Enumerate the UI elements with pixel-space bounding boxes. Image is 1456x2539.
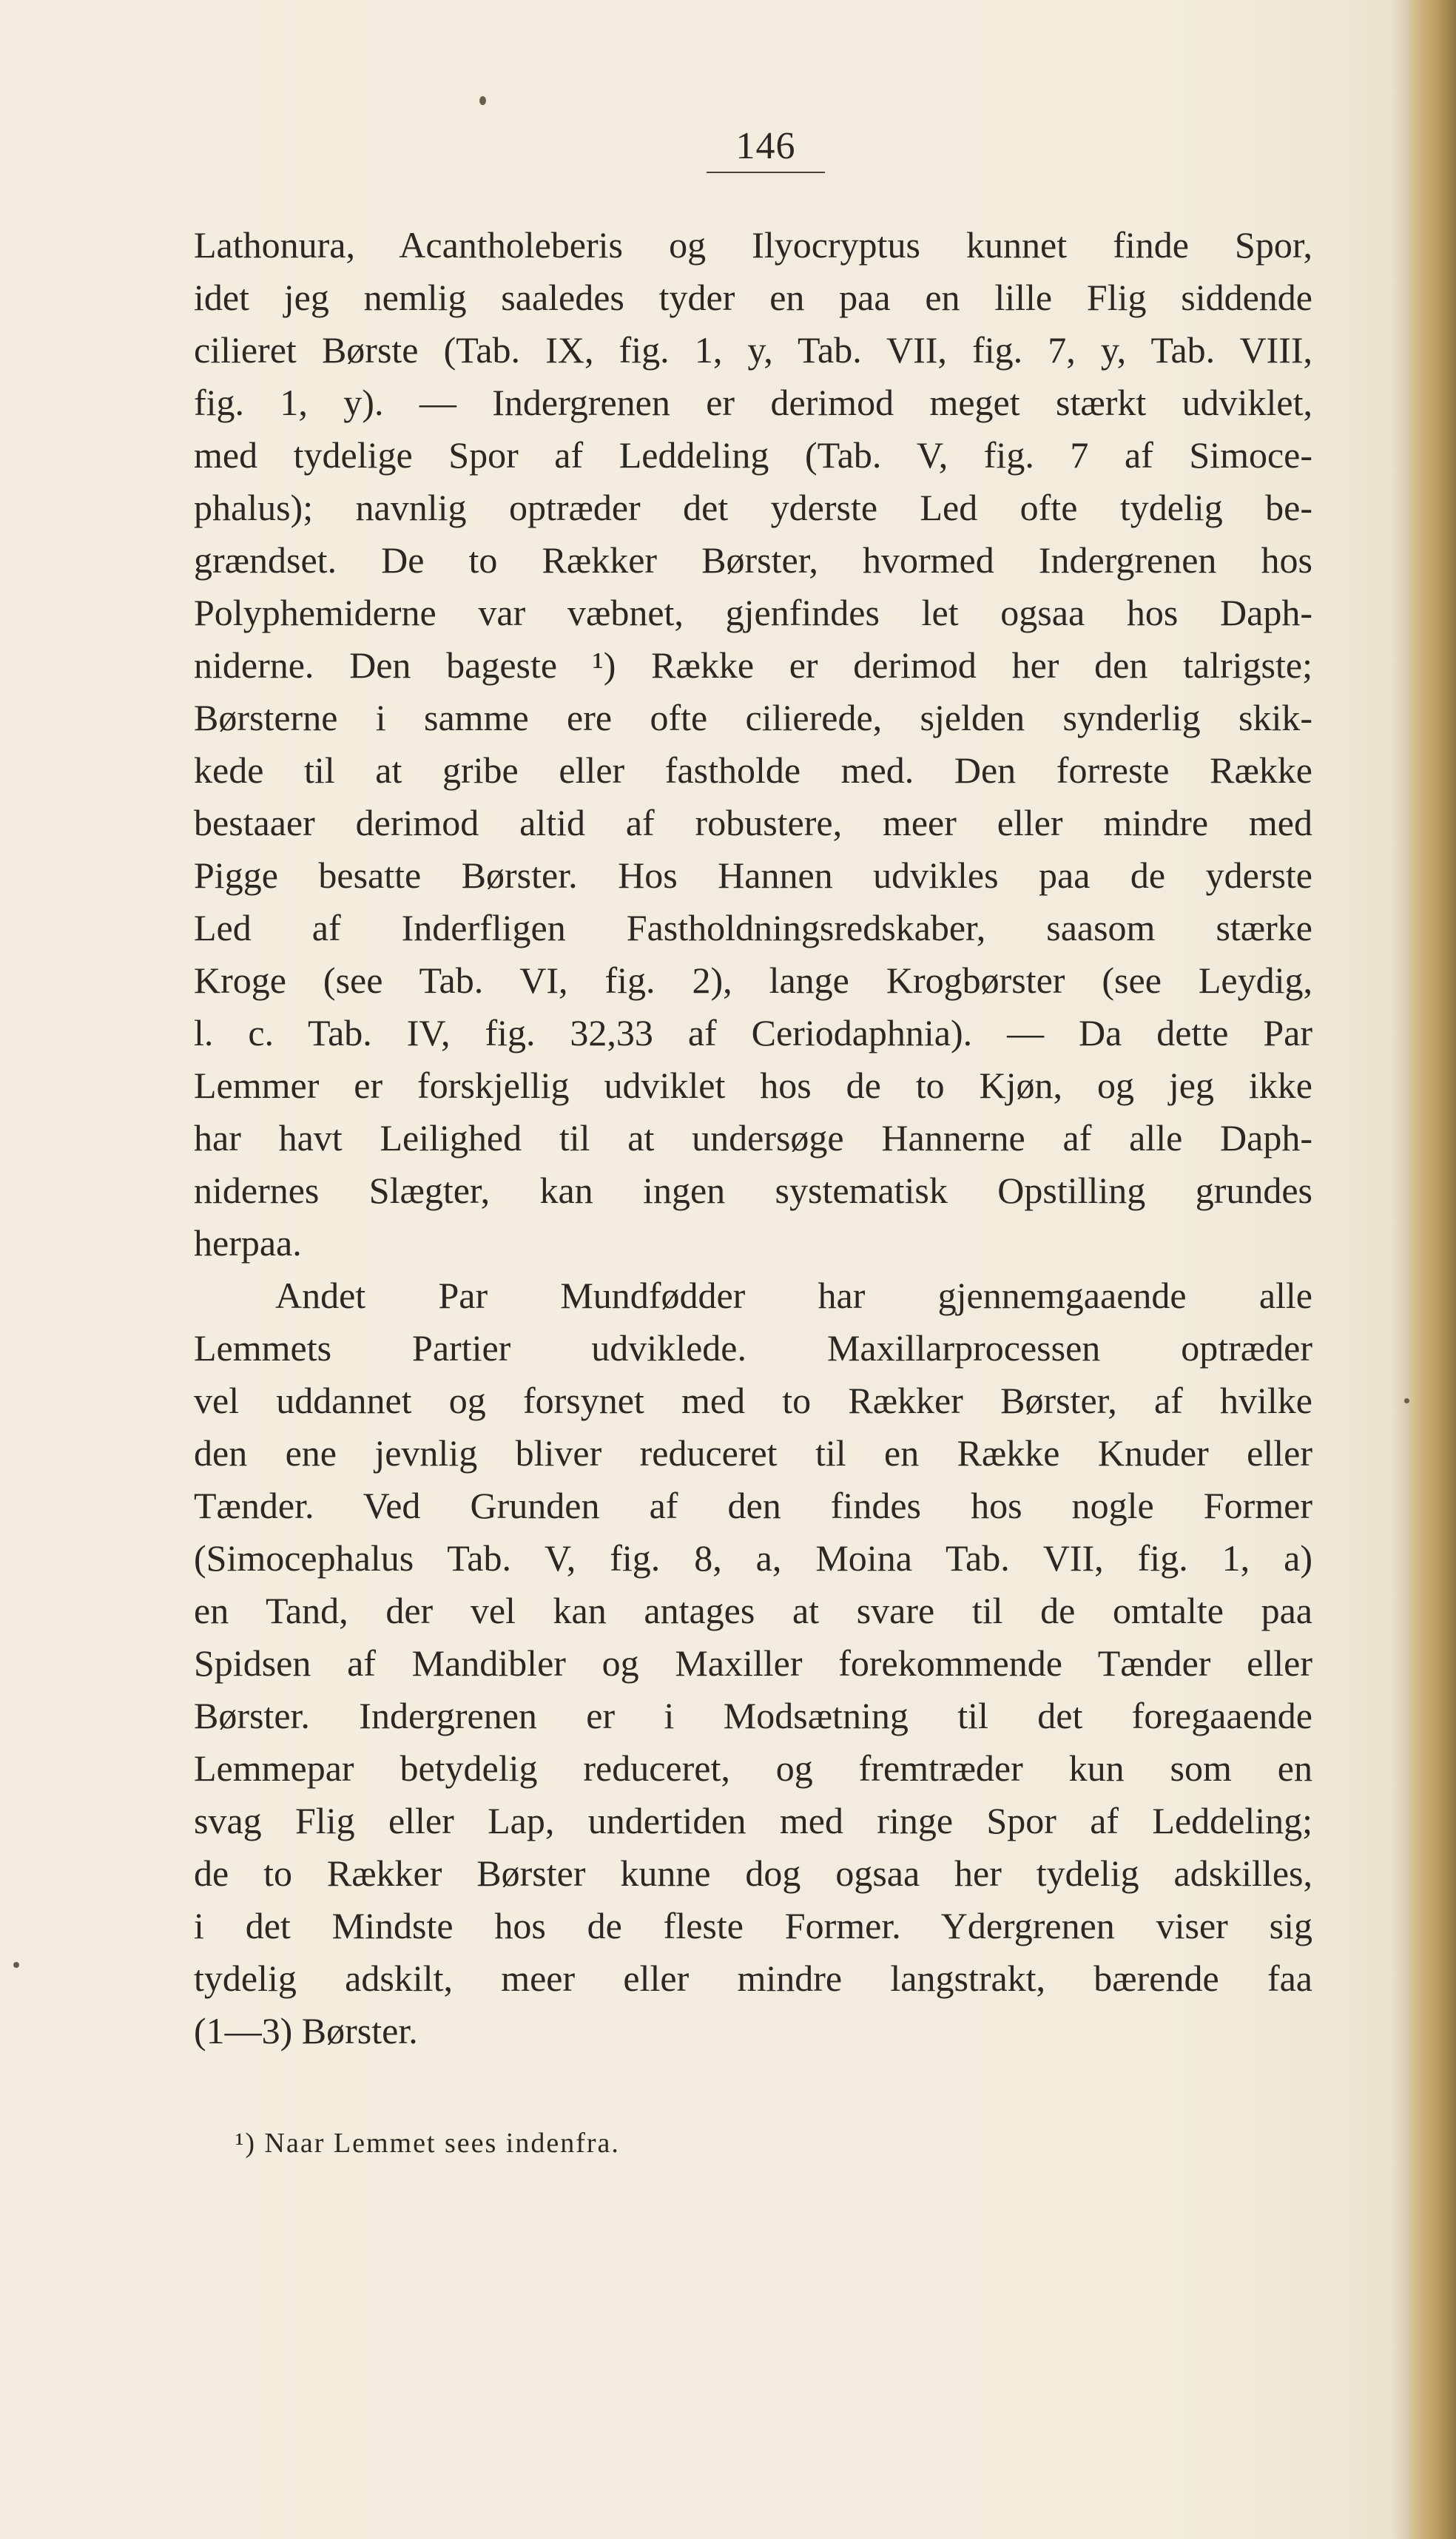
text-line: herpaa. [194, 1222, 302, 1264]
text-line: phalus); navnlig optræder det yderste Led ofte tydelig be- [194, 487, 1312, 528]
page-number: 146 [735, 125, 796, 167]
text-line: bestaaer derimod altid af robustere, meer eller mindre med [194, 802, 1312, 843]
text-line: den ene jevnlig bliver reduceret til en Række Knuder eller [194, 1432, 1312, 1474]
text-line: fig. 1, y). — Indergrenen er derimod meget stærkt udviklet, [194, 382, 1312, 423]
text-line: Andet Par Mundfødder har gjennemgaaende alle [275, 1275, 1312, 1316]
book-fore-edge [1409, 0, 1456, 2539]
text-line: (Simocephalus Tab. V, fig. 8, a, Moina Tab. VII, fig. 1, a) [194, 1537, 1312, 1579]
text-line: nidernes Slægter, kan ingen systematisk Opstilling grundes [194, 1170, 1312, 1211]
text-line: Pigge besatte Børster. Hos Hannen udvikles paa de yderste [194, 854, 1312, 896]
page-number-underline [707, 172, 825, 173]
ink-spot [479, 96, 486, 105]
text-line: Børsterne i samme ere ofte cilierede, sjelden synderlig skik- [194, 697, 1312, 738]
text-line: har havt Leilighed til at undersøge Hannerne af alle Daph- [194, 1117, 1312, 1159]
text-line: l. c. Tab. IV, fig. 32,33 af Ceriodaphnia). — Da dette Par [194, 1012, 1312, 1053]
text-line: kede til at gribe eller fastholde med. Den forreste Række [194, 749, 1312, 791]
text-line: Led af Inderfligen Fastholdningsredskaber, saasom stærke [194, 907, 1312, 948]
ink-spot [1404, 1398, 1409, 1403]
text-line: vel uddannet og forsynet med to Rækker Børster, af hvilke [194, 1380, 1312, 1421]
text-line: Børster. Indergrenen er i Modsætning til det foregaaende [194, 1695, 1312, 1736]
text-line: Lemmer er forskjellig udviklet hos de to Kjøn, og jeg ikke [194, 1065, 1312, 1106]
footnote: ¹) Naar Lemmet sees indenfra. [235, 2128, 620, 2159]
text-line: (1—3) Børster. [194, 2010, 418, 2051]
text-line: de to Rækker Børster kunne dog ogsaa her tydelig adskilles, [194, 1852, 1312, 1894]
text-line: tydelig adskilt, meer eller mindre langstrakt, bærende faa [194, 1958, 1312, 1999]
text-line: svag Flig eller Lap, undertiden med ringe Spor af Leddeling; [194, 1800, 1312, 1841]
text-line: idet jeg nemlig saaledes tyder en paa en lille Flig siddende [194, 277, 1312, 318]
text-line: Lathonura, Acantholeberis og Ilyocryptus kunnet finde Spor, [194, 224, 1312, 266]
text-line: en Tand, der vel kan antages at svare til de omtalte paa [194, 1590, 1312, 1631]
text-line: i det Mindste hos de fleste Former. Ydergrenen viser sig [194, 1905, 1312, 1946]
body-text [194, 219, 1312, 2057]
text-line: Lemmets Partier udviklede. Maxillarprocessen optræder [194, 1327, 1312, 1369]
text-line: Lemmepar betydelig reduceret, og fremtræder kun som en [194, 1747, 1312, 1789]
text-line: grændset. De to Rækker Børster, hvormed Indergrenen hos [194, 539, 1312, 581]
ink-spot [13, 1962, 19, 1968]
text-line: med tydelige Spor af Leddeling (Tab. V, fig. 7 af Simoce- [194, 434, 1312, 476]
text-line: Kroge (see Tab. VI, fig. 2), lange Krogbørster (see Leydig, [194, 960, 1312, 1001]
text-line: Polyphemiderne var væbnet, gjenfindes let ogsaa hos Daph- [194, 592, 1312, 633]
text-line: Tænder. Ved Grunden af den findes hos nogle Former [194, 1485, 1312, 1526]
page-edge-shadow [1391, 0, 1409, 2539]
text-line: Spidsen af Mandibler og Maxiller forekommende Tænder eller [194, 1642, 1312, 1684]
text-line: niderne. Den bageste ¹) Række er derimod her den talrigste; [194, 644, 1312, 686]
text-line: cilieret Børste (Tab. IX, fig. 1, y, Tab. VII, fig. 7, y, Tab. VIII, [194, 329, 1312, 371]
